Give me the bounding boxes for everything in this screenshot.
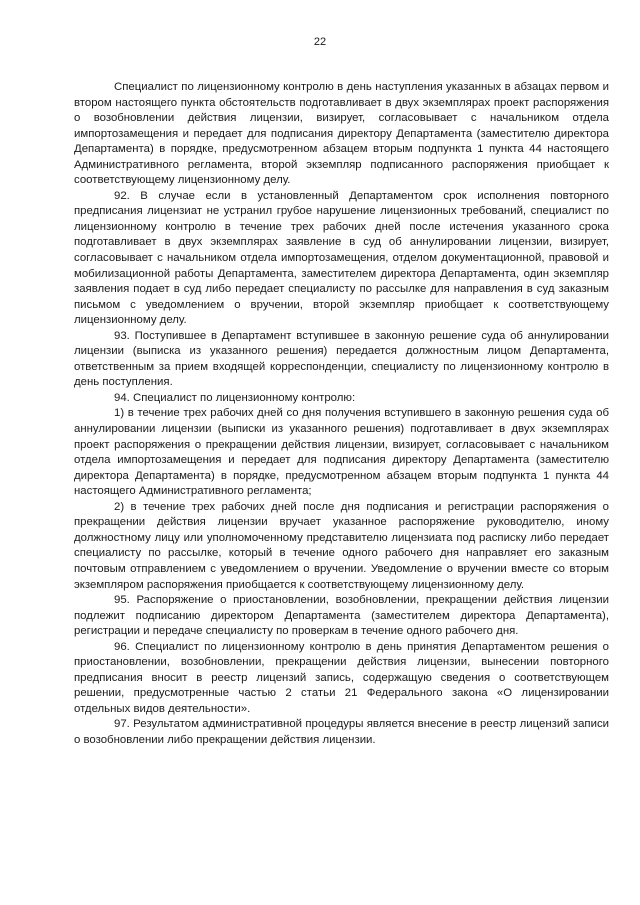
paragraph-93: 93. Поступившее в Департамент вступившее в законную решение суда об аннулировании лицензии (выписка из указанного решения) передается должностным лицом Департамента, ответственным за прием входящей корреспонденции, специалисту по лицензионному контролю в день поступления. — [74, 329, 609, 389]
paragraph-94: 94. Специалист по лицензионному контролю: — [114, 391, 356, 404]
subparagraph-94-2: 2) в течение трех рабочих дней после дня подписания и регистрации распоряжения о прекращении действия лицензии вручает указанное распоряжение руководителю, иному должностному лицу или уполномоченному представителю лицензиата под расписку либо передает специалисту по рассылке, который в течение одного рабочего дня направляет его заказным почтовым отправлением с уведомлением о вручении. Уведомление о вручении вместе со вторым экземпляром распоряжения приобщается к соответствующему лицензионному делу. — [74, 500, 609, 591]
paragraph-97: 97. Результатом административной процедуры является внесение в реестр лицензий записи о возобновлении либо прекращении действия лицензии. — [74, 718, 609, 746]
paragraph-96: 96. Специалист по лицензионному контролю в день принятия Департаментом решения о приостановлении, возобновлении, прекращении действия лицензии, вынесении повторного предписания вносит в реестр лицензий запись, содержащую сведения о соответствующем решении, предусмотренные частью 2 статьи 21 Федерального закона «О лицензировании отдельных видов деятельности». — [74, 640, 609, 715]
paragraph-92: 92. В случае если в установленный Департаментом срок исполнения повторного предписания лицензиат не устранил грубое нарушение лицензионных требований, специалист по лицензионному контролю в течение трех рабочих дней после истечения указанного срока подготавливает в двух экземплярах заявление в суд об аннулировании лицензии, визирует, согласовывает с начальником отдела импортозамещения, отделом документационной, правовой и мобилизационной работы Департамента, заместителем директора Департамента, один экземпляр заявления подает в суд либо передает специалисту по рассылке для направления в суд заказным письмом с уведомлением о вручении, второй экземпляр приобщает к соответствующему лицензионному делу. — [74, 189, 609, 327]
paragraph-91-continuation: Специалист по лицензионному контролю в день наступления указанных в абзацах первом и втором настоящего пункта обстоятельств подготавливает в двух экземплярах проект распоряжения о возобновлении действия лицензии, визирует, согласовывает с начальником отдела импортозамещения и передает для подписания директору Департамента (заместителю директора Департамента) в порядке, предусмотренном абзацем вторым подпункта 1 пункта 44 настоящего Административного регламента, второй экземпляр подписанного распоряжения приобщает к соответствующему лицензионному делу. — [74, 81, 609, 187]
document-body — [74, 80, 609, 749]
paragraph-95: 95. Распоряжение о приостановлении, возобновлении, прекращении действия лицензии подлежит подписанию директором Департамента (заместителем директора Департамента), регистрации и передаче специалисту по проверкам в течение одного рабочего дня. — [74, 594, 609, 638]
subparagraph-94-1: 1) в течение трех рабочих дней со дня получения вступившего в законную решения суда об аннулировании лицензии (выписки из указанного решения) подготавливает в двух экземплярах проект распоряжения о прекращении действия лицензии, визирует, согласовывает с начальником отдела импортозамещения и передает для подписания директору Департамента (заместителю директора Департамента) в порядке, предусмотренном абзацем вторым подпункта 1 пункта 44 настоящего Административного регламента; — [74, 407, 609, 498]
page-number: 22 — [313, 36, 327, 48]
